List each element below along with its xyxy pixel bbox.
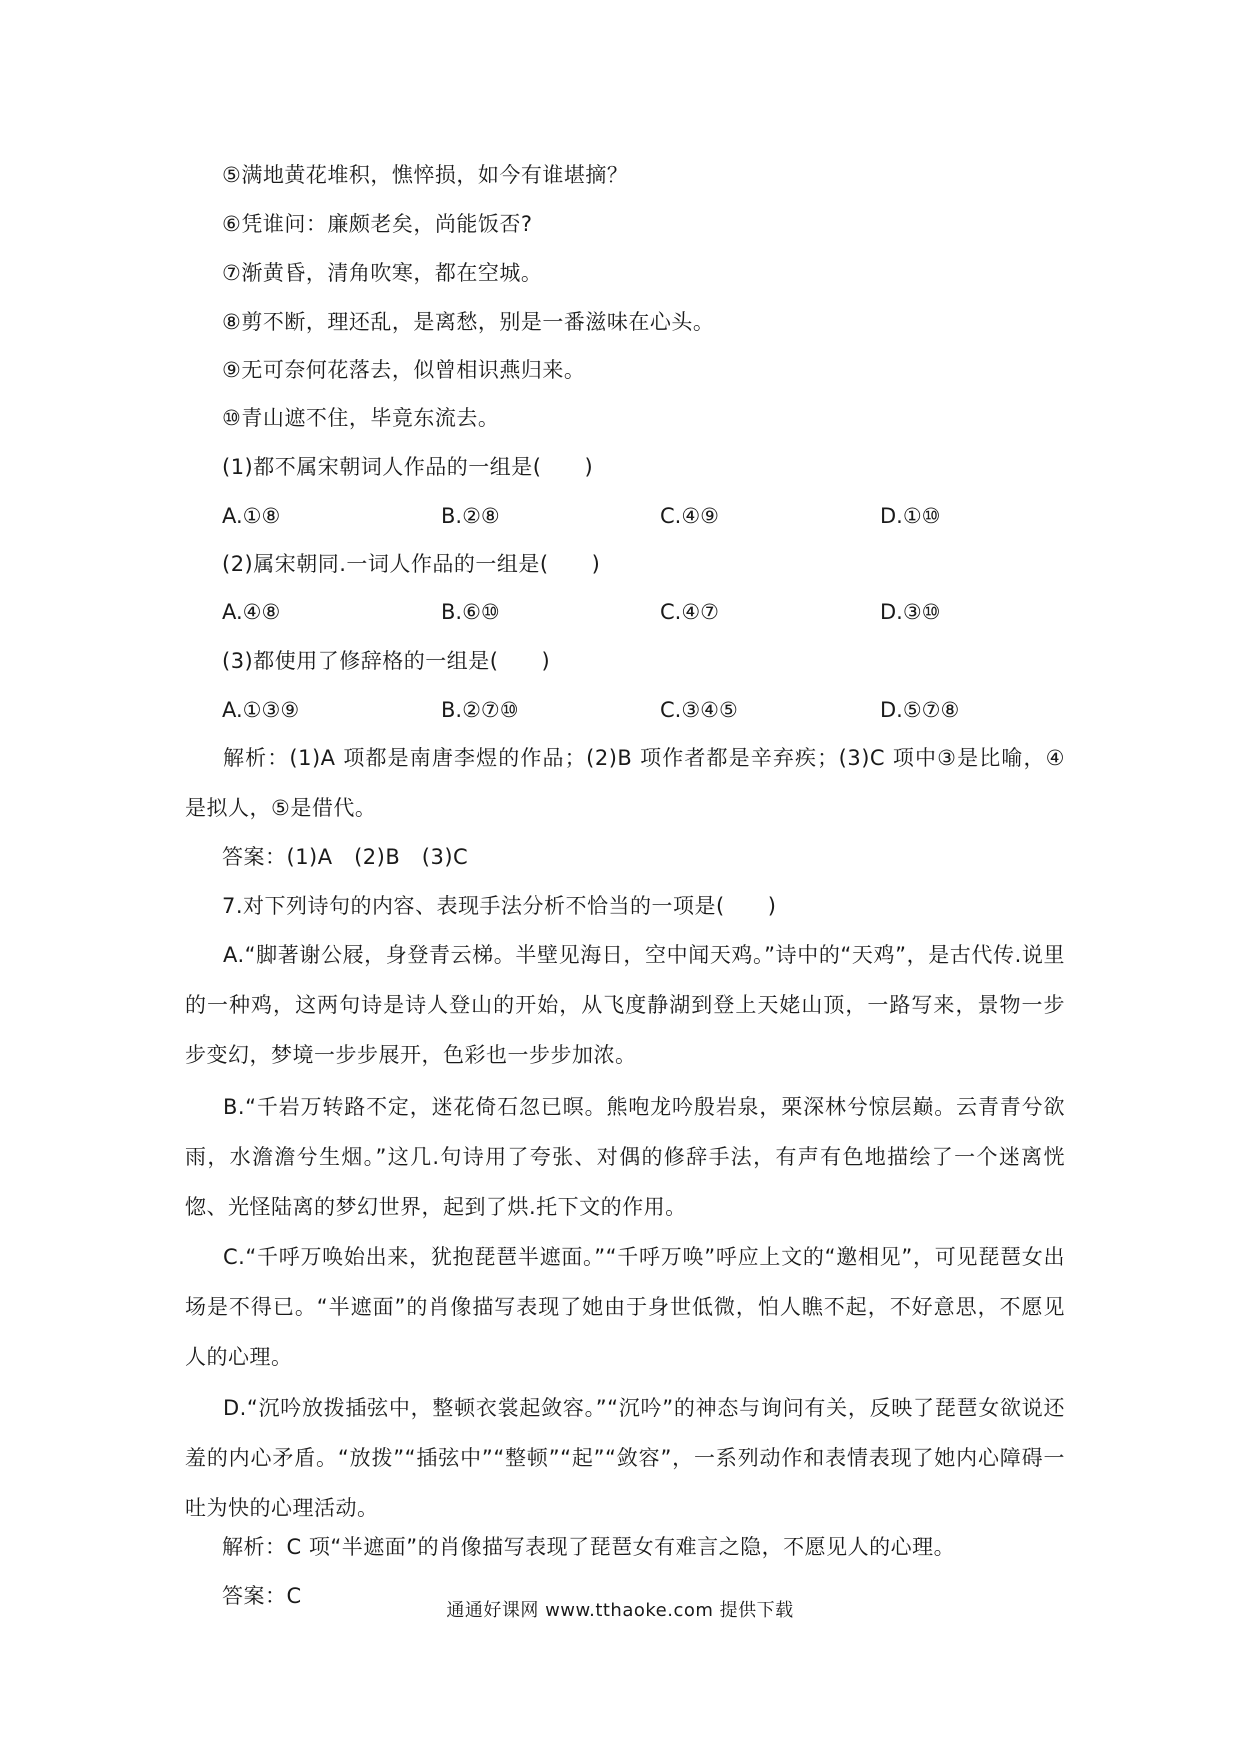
question-1-option-c: C.④⑨	[660, 504, 719, 528]
question-2-option-b: B.⑥⑩	[441, 600, 500, 624]
poem-line-5: ⑤满地黄花堆积，憔悴损，如今有谁堪摘？	[222, 163, 629, 187]
poem-line-10: ⑩青山遮不住，毕竟东流去。	[222, 406, 500, 430]
question-1-option-b: B.②⑧	[441, 504, 500, 528]
analysis-paragraph-2: 解析：C 项“半遮面”的肖像描写表现了琵琶女有难言之隐，不愿见人的心理。	[222, 1535, 956, 1559]
question-3-option-c: C.③④⑤	[660, 698, 738, 722]
question-7-option-b: B.“千岩万转路不定，迷花倚石忽已暝。熊咆龙吟殷岩泉，栗深林兮惊层巅。云青青兮欲雨，水澹澹兮生烟。”这几.句诗用了夸张、对偶的修辞手法，有声有色地描绘了一个迷离恍惚、光怪陆离的梦幻世界，起到了烘.托下文的作用。	[185, 1095, 1065, 1219]
question-3-stem: (3)都使用了修辞格的一组是( )	[222, 649, 551, 673]
question-2-option-a: A.④⑧	[222, 600, 281, 624]
question-1-option-a: A.①⑧	[222, 504, 281, 528]
answer-1: 答案：(1)A (2)B (3)C	[222, 845, 469, 869]
poem-line-8: ⑧剪不断，理还乱，是离愁，别是一番滋味在心头。	[222, 310, 715, 334]
question-2-option-d: D.③⑩	[880, 600, 941, 624]
question-2-option-c: C.④⑦	[660, 600, 719, 624]
poem-line-6: ⑥凭谁问：廉颇老矣，尚能饭否?	[222, 212, 533, 236]
question-1-option-d: D.①⑩	[880, 504, 941, 528]
question-3-option-d: D.⑤⑦⑧	[880, 698, 960, 722]
question-3-option-a: A.①③⑨	[222, 698, 300, 722]
page-footer: 通通好课网 www.tthaoke.com 提供下载	[446, 1600, 794, 1621]
question-1-stem: (1)都不属宋朝词人作品的一组是( )	[222, 455, 594, 479]
answer-2: 答案：C	[222, 1584, 302, 1608]
poem-line-9: ⑨无可奈何花落去，似曾相识燕归来。	[222, 358, 586, 382]
question-7-option-d: D.“沉吟放拨插弦中，整顿衣裳起敛容。”“沉吟”的神态与询问有关，反映了琵琶女欲说还羞的内心矛盾。“放拨”“插弦中”“整顿”“起”“敛容”，一系列动作和表情表现了她内心障碍一吐为快的心理活动。	[185, 1396, 1065, 1520]
question-7-option-a: A.“脚著谢公屐，身登青云梯。半壁见海日，空中闻天鸡。”诗中的“天鸡”，是古代传.说里的一种鸡，这两句诗是诗人登山的开始，从飞度静湖到登上天姥山顶，一路写来，景物一步步变幻，梦境一步步展开，色彩也一步步加浓。	[185, 943, 1065, 1067]
question-7-stem: 7.对下列诗句的内容、表现手法分析不恰当的一项是( )	[222, 894, 777, 918]
analysis-paragraph-1: 解析：(1)A 项都是南唐李煜的作品；(2)B 项作者都是辛弃疾；(3)C 项中③是比喻，④是拟人，⑤是借代。	[185, 746, 1065, 820]
question-2-stem: (2)属宋朝同.一词人作品的一组是( )	[222, 552, 601, 576]
poem-line-7: ⑦渐黄昏，清角吹寒，都在空城。	[222, 261, 543, 285]
question-3-option-b: B.②⑦⑩	[441, 698, 519, 722]
question-7-option-c: C.“千呼万唤始出来，犹抱琵琶半遮面。”“千呼万唤”呼应上文的“邀相见”，可见琵琶女出场是不得已。“半遮面”的肖像描写表现了她由于身世低微，怕人瞧不起，不好意思，不愿见人的心理。	[185, 1245, 1065, 1369]
